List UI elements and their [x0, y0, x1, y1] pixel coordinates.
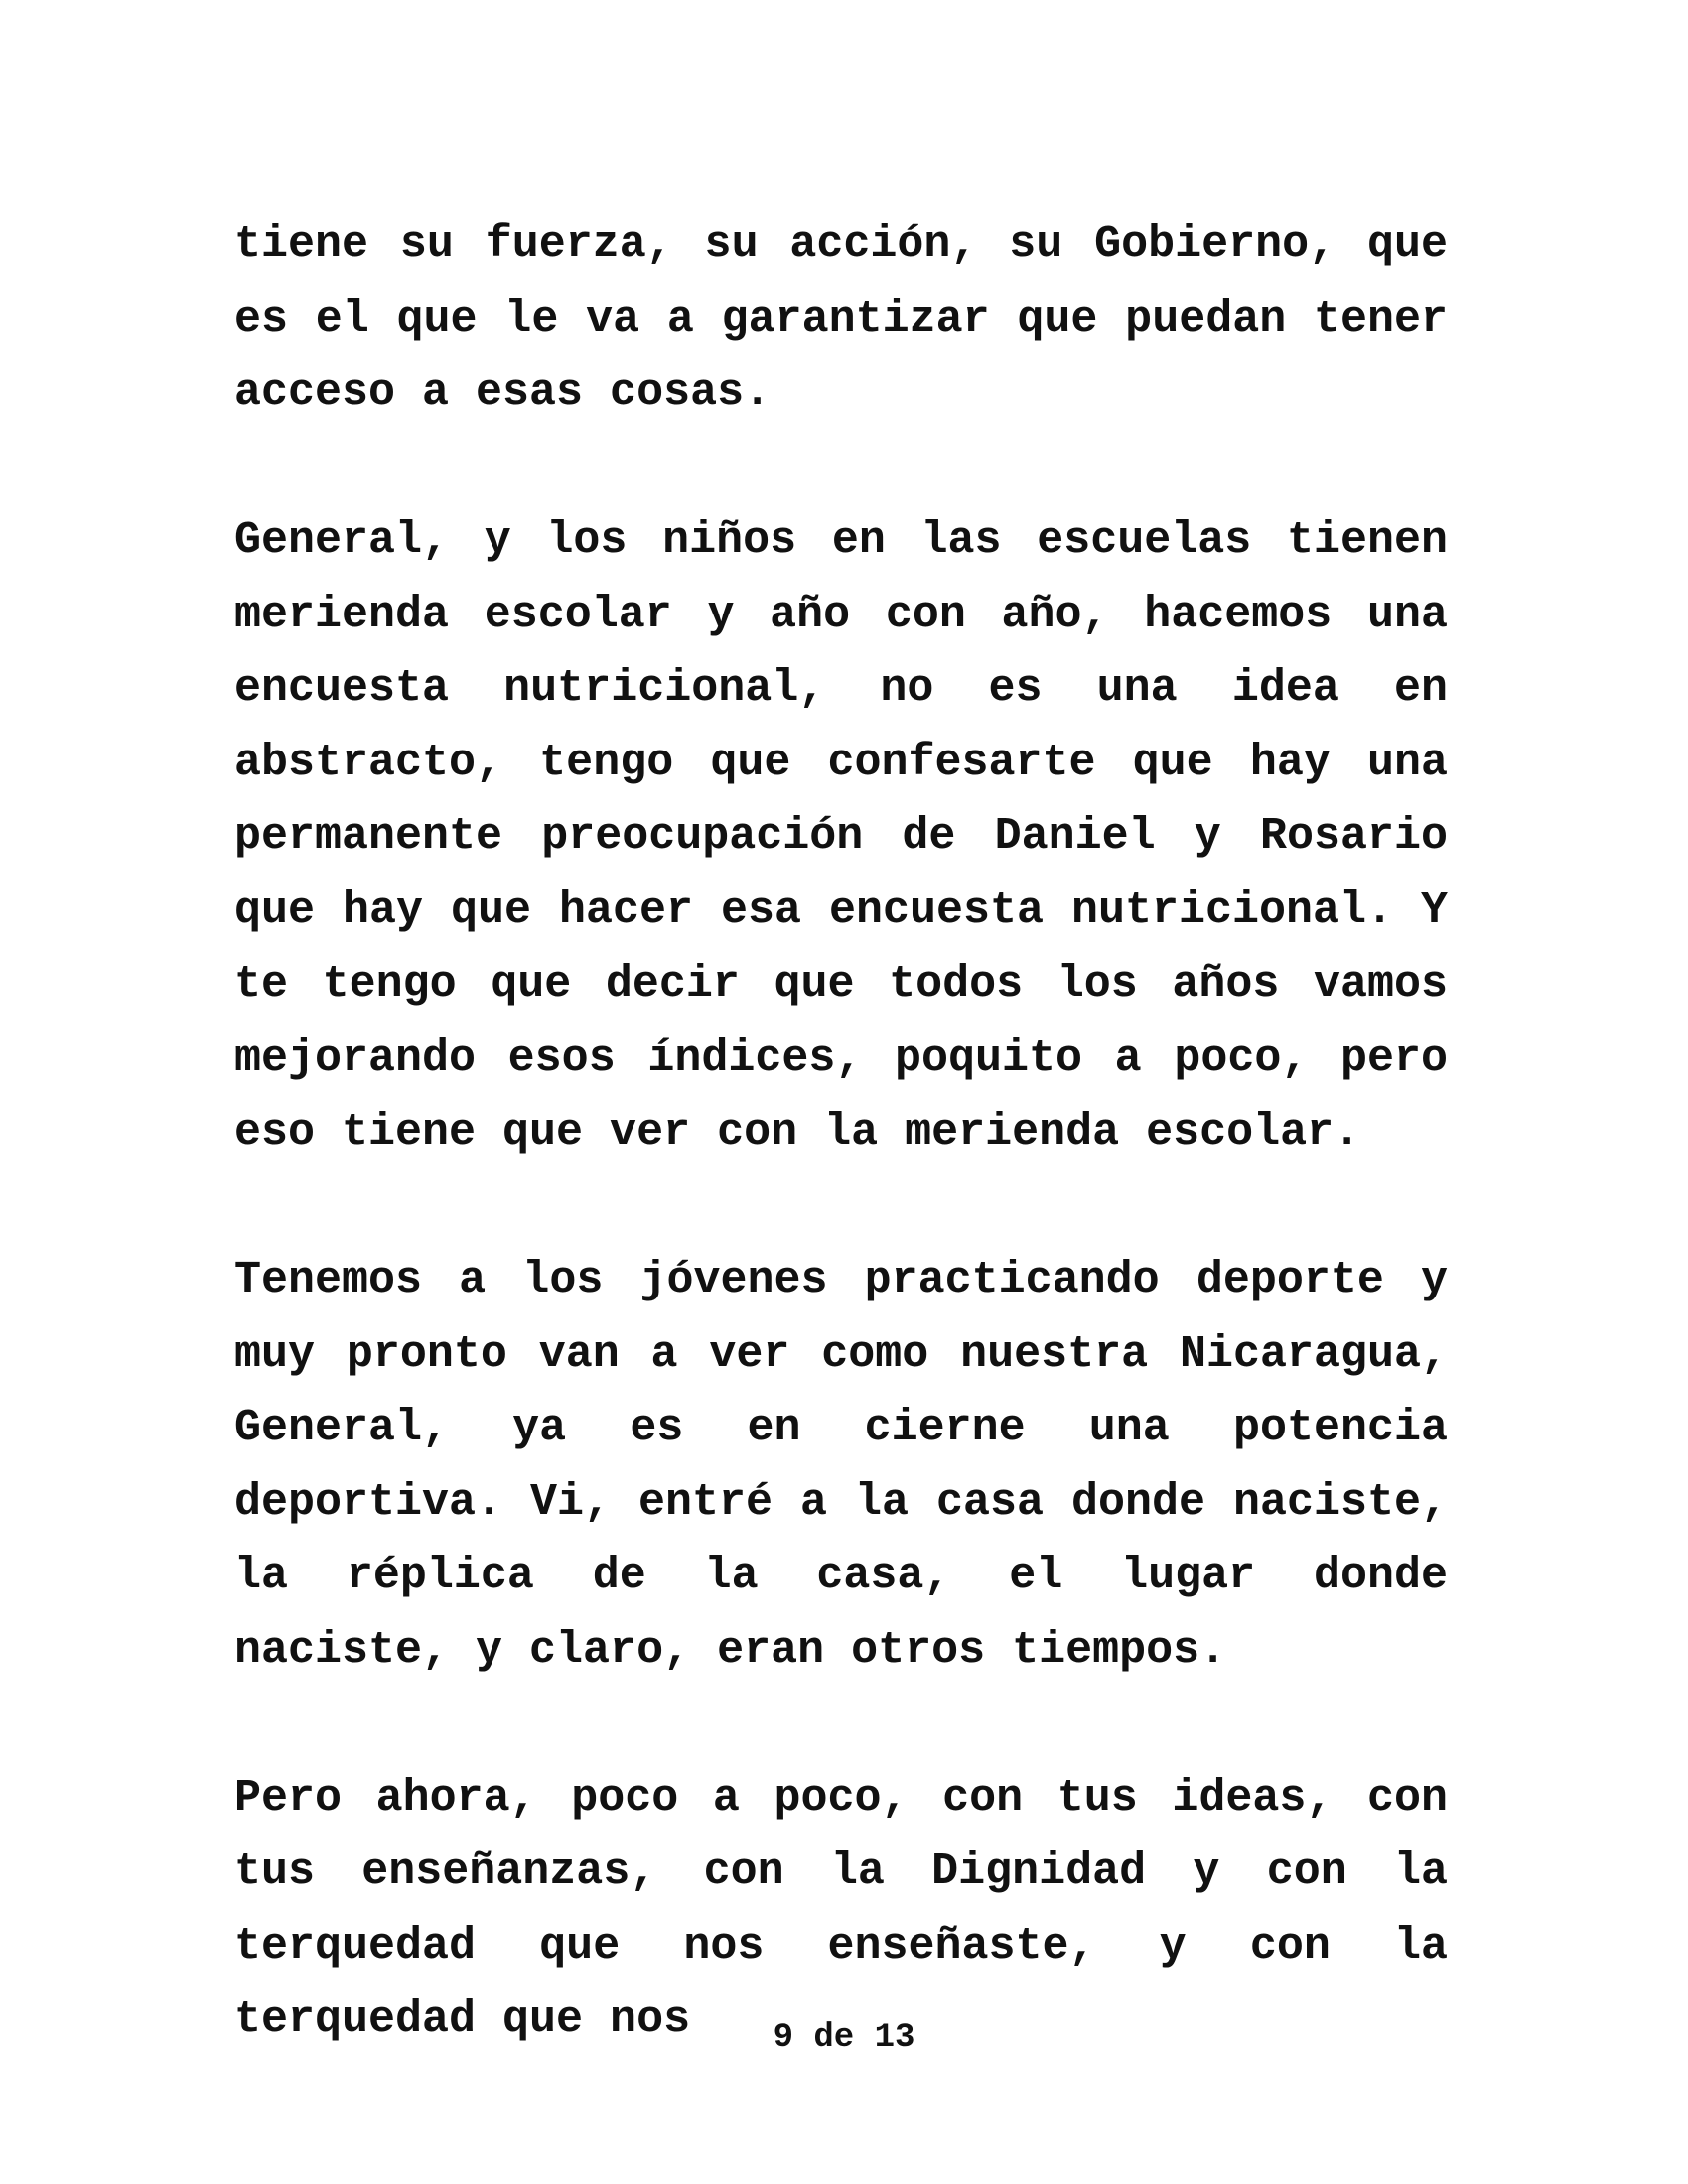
paragraph-1: tiene su fuerza, su acción, su Gobierno, que es el que le va a garantizar que puedan tener acceso a esas cosas.: [234, 219, 1448, 418]
page-number: 9 de 13: [773, 2019, 915, 2057]
paragraph-2: General, y los niños en las escuelas tienen merienda escolar y año con año, hacemos una encuesta nutricional, no es una idea en abstracto, tengo que confesarte que hay una permanente preocupación de Daniel y Rosario que hay que hacer esa encuesta nutricional. Y te tengo que decir que todos los años vamos mejorando esos índices, poquito a poco, pero eso tiene que ver con la merienda escolar.: [234, 515, 1448, 1158]
paragraph-3: Tenemos a los jóvenes practicando deporte y muy pronto van a ver como nuestra Nicaragua, General, ya es en cierne una potencia deportiva. Vi, entré a la casa donde naciste, la réplica de la casa, el lugar donde naciste, y claro, eran otros tiempos.: [234, 1255, 1448, 1676]
paragraph-4: Pero ahora, poco a poco, con tus ideas, con tus enseñanzas, con la Dignidad y con la terquedad que nos enseñaste, y con la terquedad que nos: [234, 1772, 1448, 2045]
body-text: [234, 208, 1448, 2058]
